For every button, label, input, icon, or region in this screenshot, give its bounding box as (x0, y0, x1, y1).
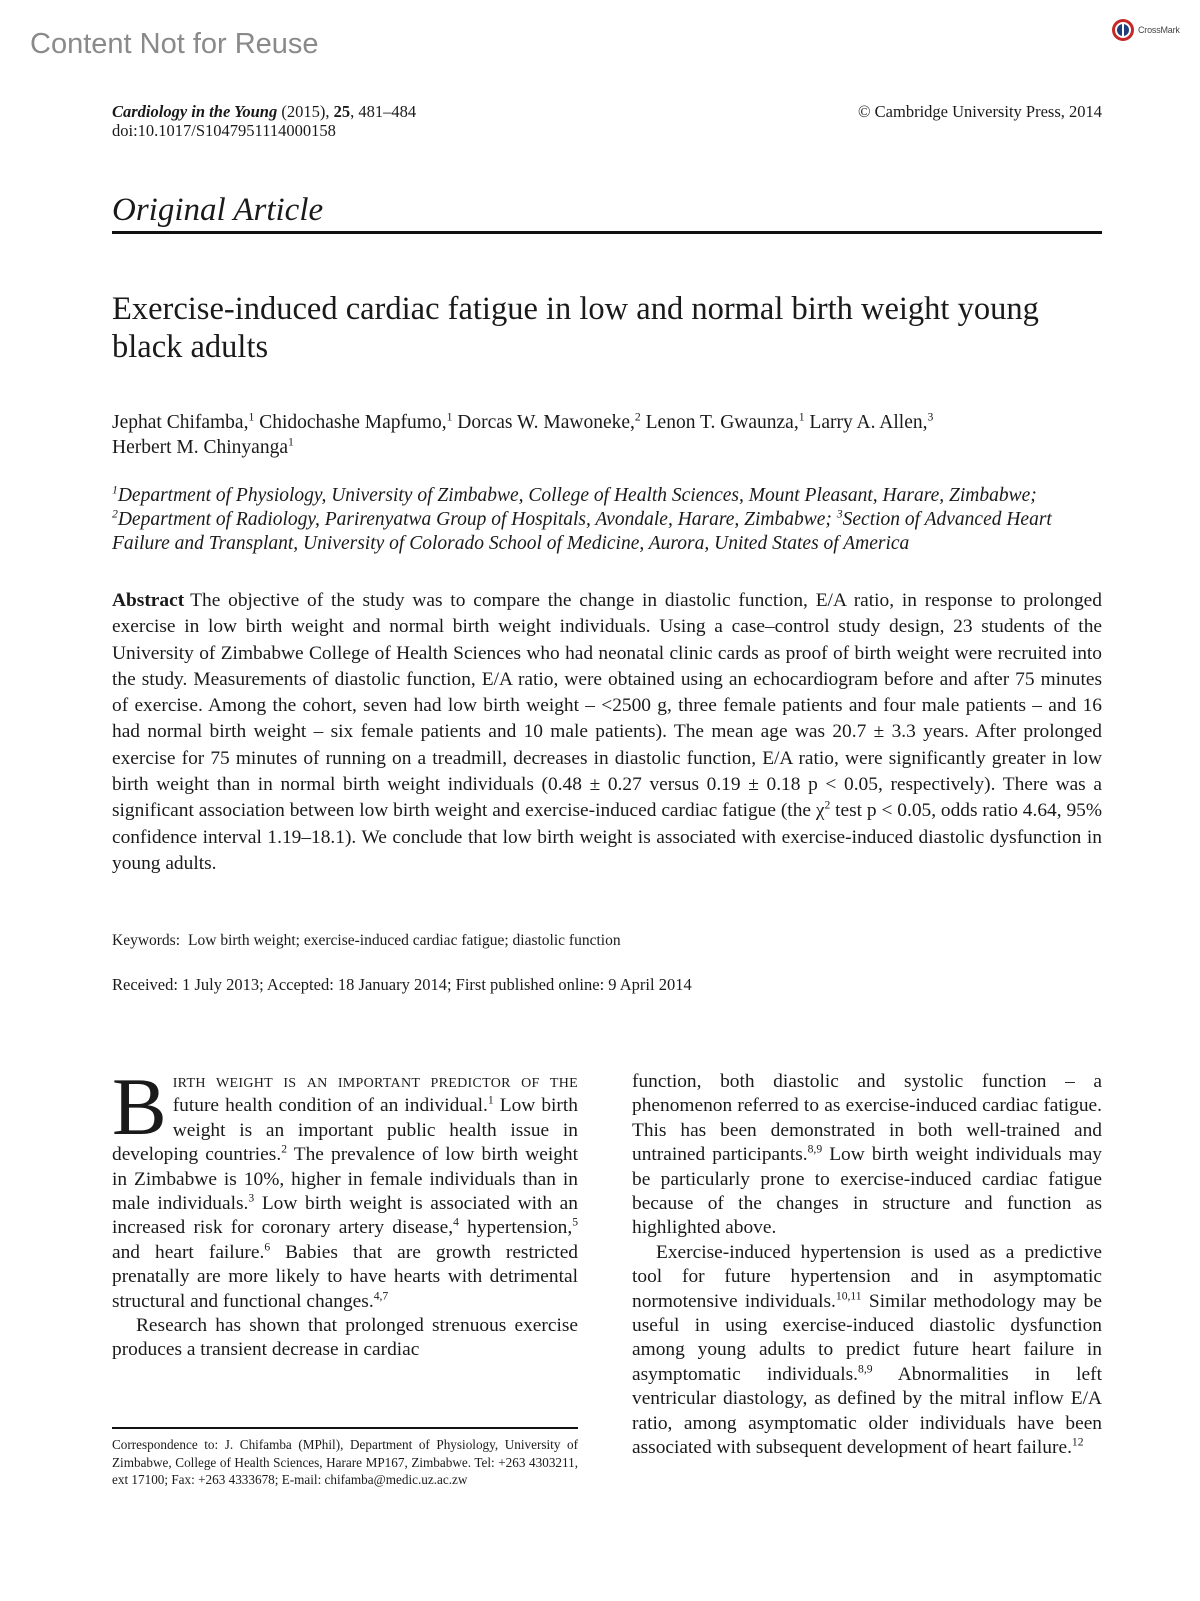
author-affiliation-ref: 3 (927, 410, 934, 424)
citation-ref[interactable]: 2 (281, 1142, 287, 1156)
body-text-span: and heart failure. (112, 1241, 265, 1263)
body-column-right (632, 1070, 1102, 1461)
chi-symbol: χ (815, 800, 825, 822)
body-text-span: Low birth weight is an important public health issue in developing countries. (112, 1095, 578, 1166)
abstract (112, 588, 1102, 877)
journal-citation (112, 102, 416, 140)
citation-ref[interactable]: 8,9 (858, 1362, 873, 1376)
affiliation: Section of Advanced Heart Failure and Transplant, University of Colorado School of Medicine, Aurora, United States of America (112, 509, 1052, 554)
body-text-span: Low birth weight is associated with an increased risk for coronary artery disease, (112, 1193, 578, 1239)
body-text-span: Similar methodology may be useful in using exercise-induced diastolic dysfunction among young adults to predict future heart failure in asymptomatic individuals. (632, 1290, 1102, 1385)
body-paragraph: Research has shown that prolonged strenuous exercise produces a transient decrease in cardiac (112, 1315, 578, 1361)
citation-ref[interactable]: 4 (453, 1215, 459, 1229)
body-text-span: hypertension, (458, 1217, 573, 1239)
citation-ref[interactable]: 8,9 (807, 1142, 823, 1156)
body-text-span: Low birth weight individuals may be particularly prone to exercise-induced cardiac fatigue because of the changes in structure and function as highlighted above. (632, 1144, 1102, 1239)
keywords (112, 932, 621, 950)
author: Dorcas W. Mawoneke, (457, 412, 635, 433)
publication-dates: Received: 1 July 2013; Accepted: 18 January 2014; First published online: 9 April 2014 (112, 975, 692, 994)
abstract-text-end: test p < 0.05, odds ratio 4.64, 95% confidence interval 1.19–18.1). We conclude that low birth weight is associated with exercise-induced diastolic dysfunction in young adults. (112, 800, 1102, 874)
author-affiliation-ref: 2 (634, 410, 641, 424)
abstract-heading: Abstract (112, 590, 185, 611)
body-paragraph (632, 1241, 1102, 1461)
body-text-span: The prevalence of low birth weight in Zimbabwe is 10%, higher in female individuals than in male individuals. (112, 1144, 578, 1215)
drop-cap: B (112, 1061, 167, 1152)
crossmark-icon (1111, 18, 1135, 42)
author-affiliation-ref: 1 (446, 410, 453, 424)
body-text-span: function, both diastolic and systolic function – a phenomenon referred to as exercise-induced cardiac fatigue. This has been demonstrated in both well-trained and untrained participants. (632, 1071, 1102, 1166)
citation-ref[interactable]: 10,11 (835, 1289, 862, 1303)
journal-name: Cardiology in the Young (112, 102, 278, 121)
section-divider (112, 231, 1102, 234)
author-affiliation-ref: 1 (248, 410, 255, 424)
watermark: Content Not for Reuse (30, 28, 319, 60)
affiliation-number: 2 (112, 507, 118, 521)
citation-ref[interactable]: 6 (264, 1240, 271, 1254)
author-affiliation-ref: 1 (288, 435, 294, 449)
body-paragraph (112, 1061, 578, 1314)
correspondence-footnote: Correspondence to: J. Chifamba (MPhil), Department of Physiology, University of Zimbabwe, College of Health Sciences, Harare MP167, Zimbabwe. Tel: +263 4303211, ext 17100; Fax: +263 4333678; E-mail: chifamba@medic.uz.ac.zw (112, 1437, 578, 1488)
abstract-text: The objective of the study was to compare the change in diastolic function, E/A ratio, in response to prolonged exercise in low birth weight and normal birth weight individuals. Using a case–control study design, 23 students of the University of Zimbabwe College of Health Sciences who had neonatal clinic cards as proof of birth weight were recruited into the study. Measurements of diastolic function, E/A ratio, were obtained using an echocardiogram before and after 75 minutes of exercise. Among the cohort, seven had low birth weight – <2500 g, three female patients and four male patients – and 16 had normal birth weight – six female patients and 10 male patients). The mean age was 20.7 ± 3.3 years. After prolonged exercise for 75 minutes of running on a treadmill, decreases in diastolic function, E/A ratio, were significantly greater in low birth weight than in normal birth weight individuals (0.48 ± 0.27 versus 0.19 ± 0.18 p < 0.05, respectively). There was a significant association between low birth weight and exercise-induced cardiac fatigue (the (112, 590, 1102, 822)
affiliation-number: 3 (836, 507, 843, 521)
affiliation: Department of Radiology, Parirenyatwa Group of Hospitals, Avondale, Harare, Zimbabwe; (117, 509, 832, 530)
affiliation: Department of Physiology, University of Zimbabwe, College of Health Sciences, Mount Pleasant, Harare, Zimbabwe; (117, 485, 1037, 506)
affiliation-number: 1 (112, 483, 118, 497)
author: Herbert M. Chinyanga (112, 437, 288, 458)
body-text-span: future health condition of an individual. (172, 1095, 488, 1117)
chi-superscript: 2 (824, 798, 831, 812)
citation-ref[interactable]: 12 (1071, 1435, 1084, 1449)
keywords-label: Keywords: (112, 932, 181, 949)
copyright: © Cambridge University Press, 2014 (858, 102, 1102, 121)
journal-year: (2015), (277, 102, 334, 121)
body-paragraph (632, 1070, 1102, 1241)
crossmark-badge[interactable] (1111, 18, 1180, 42)
author-list (112, 410, 1102, 460)
citation-ref[interactable]: 1 (487, 1093, 494, 1107)
author-affiliation-ref: 1 (798, 410, 805, 424)
footnote-divider (112, 1427, 578, 1429)
affiliations (112, 484, 1107, 556)
section-label: Original Article (112, 192, 324, 228)
author: Lenon T. Gwaunza, (645, 412, 799, 433)
keywords-text: Low birth weight; exercise-induced cardiac fatigue; diastolic function (188, 932, 621, 949)
crossmark-label: CrossMark (1138, 25, 1180, 35)
doi[interactable]: doi:10.1017/S1047951114000158 (112, 121, 336, 140)
author: Chidochashe Mapfumo, (259, 412, 447, 433)
journal-pages: , 481–484 (350, 102, 417, 121)
journal-line (112, 102, 416, 121)
citation-ref[interactable]: 4,7 (373, 1289, 389, 1303)
citation-ref[interactable]: 5 (572, 1215, 578, 1229)
body-text-span: Exercise-induced hypertension is used as a predictive tool for future hypertension and in asymptomatic normotensive individuals. (632, 1241, 1102, 1312)
body-text-span: Babies that are growth restricted prenatally are more likely to have hearts with detrimental structural and functional changes. (112, 1241, 578, 1312)
author: Larry A. Allen, (809, 412, 928, 433)
citation-ref[interactable]: 3 (248, 1191, 255, 1205)
article-title: Exercise-induced cardiac fatigue in low and normal birth weight young black adults (112, 291, 1039, 365)
body-text-span: Abnormalities in left ventricular diastology, as defined by the mitral inflow E/A ratio, among asymptomatic older individuals have been associated with subsequent development of heart failure. (632, 1363, 1102, 1459)
journal-volume: 25 (333, 102, 351, 121)
smallcaps-lead: irth weight is an important predictor of the (172, 1071, 578, 1092)
author: Jephat Chifamba, (112, 412, 249, 433)
body-column-left (112, 1061, 578, 1363)
